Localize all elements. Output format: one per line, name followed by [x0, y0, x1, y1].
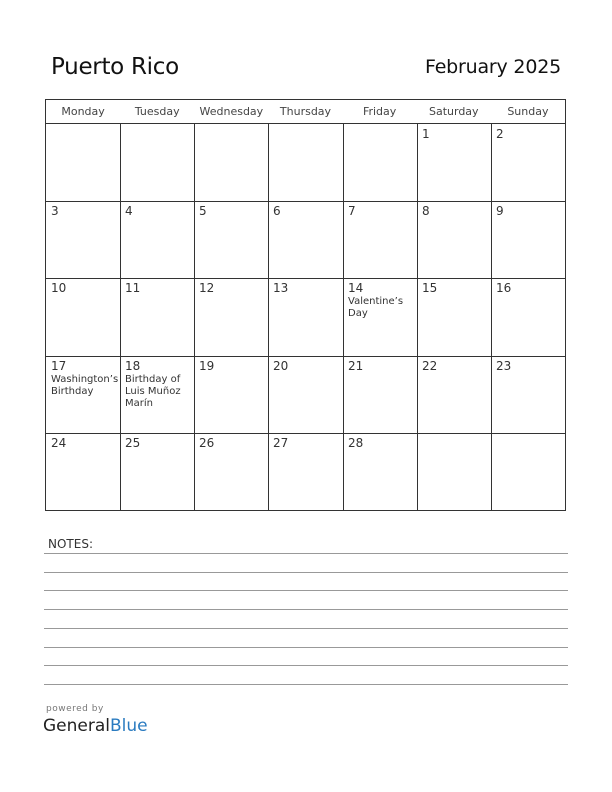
day-cell — [120, 124, 194, 201]
day-cell — [491, 433, 565, 510]
holiday-label: Washington’s Birthday — [51, 374, 119, 397]
day-cell — [343, 356, 417, 433]
day-number: 28 — [348, 436, 364, 450]
day-number: 23 — [496, 359, 512, 373]
day-number: 10 — [51, 281, 67, 295]
day-cell — [491, 201, 565, 278]
day-cell — [46, 124, 120, 201]
notes-line — [44, 609, 568, 610]
notes-line — [44, 590, 568, 591]
day-cell — [491, 124, 565, 201]
day-cell — [417, 124, 491, 201]
day-number: 15 — [422, 281, 438, 295]
day-cell — [268, 433, 342, 510]
notes-line — [44, 665, 568, 666]
day-number: 18 — [125, 359, 141, 373]
weekday-saturday: Saturday — [428, 105, 479, 118]
calendar-grid — [45, 99, 566, 511]
day-cell — [343, 278, 417, 355]
day-number: 13 — [273, 281, 289, 295]
day-number: 12 — [199, 281, 215, 295]
calendar-country-title: Puerto Rico — [51, 54, 179, 80]
day-cell — [194, 201, 268, 278]
day-number: 27 — [273, 436, 289, 450]
day-cell — [268, 356, 342, 433]
day-number: 1 — [422, 127, 430, 141]
day-cell — [417, 278, 491, 355]
day-cell — [46, 278, 120, 355]
day-cell — [417, 201, 491, 278]
holiday-label: Valentine’s Day — [348, 296, 404, 319]
day-cell — [491, 278, 565, 355]
notes-line — [44, 647, 568, 648]
day-cell — [194, 356, 268, 433]
weekday-wednesday: Wednesday — [199, 105, 264, 118]
weekday-tuesday: Tuesday — [134, 105, 180, 118]
day-cell — [343, 124, 417, 201]
day-cell — [120, 433, 194, 510]
notes-line — [44, 628, 568, 629]
day-number: 3 — [51, 204, 59, 218]
brand-general: General — [43, 716, 110, 736]
day-cell — [120, 201, 194, 278]
day-number: 22 — [422, 359, 438, 373]
day-number: 24 — [51, 436, 67, 450]
brand-blue: Blue — [110, 716, 148, 736]
notes-line — [44, 553, 568, 554]
day-number: 20 — [273, 359, 289, 373]
weekday-header-row — [46, 100, 565, 124]
day-cell — [343, 201, 417, 278]
day-cell — [491, 356, 565, 433]
day-number: 5 — [199, 204, 207, 218]
weekday-sunday: Sunday — [507, 105, 549, 118]
weekday-thursday: Thursday — [279, 105, 332, 118]
calendar-month-title: February 2025 — [425, 56, 561, 78]
day-cell — [194, 433, 268, 510]
generalblue-logo — [43, 716, 148, 736]
notes-line — [44, 572, 568, 573]
day-number: 8 — [422, 204, 430, 218]
day-cell — [268, 124, 342, 201]
day-cell — [417, 356, 491, 433]
day-cell — [417, 433, 491, 510]
notes-line — [44, 684, 568, 685]
day-number: 25 — [125, 436, 141, 450]
day-number: 17 — [51, 359, 67, 373]
day-number: 16 — [496, 281, 512, 295]
day-number: 11 — [125, 281, 141, 295]
holiday-label: Birthday of Luis Muñoz Marín — [125, 374, 181, 409]
weekday-monday: Monday — [61, 105, 105, 118]
day-cell — [46, 356, 120, 433]
day-number: 6 — [273, 204, 281, 218]
weekday-friday: Friday — [362, 105, 397, 118]
day-cell — [194, 124, 268, 201]
day-number: 14 — [348, 281, 364, 295]
day-number: 21 — [348, 359, 364, 373]
day-cell — [343, 433, 417, 510]
day-cell — [46, 201, 120, 278]
day-cell — [46, 433, 120, 510]
day-number: 26 — [199, 436, 215, 450]
day-cell — [194, 278, 268, 355]
day-cell — [120, 356, 194, 433]
powered-by-text: powered by — [46, 704, 104, 714]
day-number: 2 — [496, 127, 504, 141]
day-number: 9 — [496, 204, 504, 218]
day-cell — [268, 201, 342, 278]
day-cell — [268, 278, 342, 355]
day-number: 7 — [348, 204, 356, 218]
day-number: 4 — [125, 204, 133, 218]
notes-label: NOTES: — [48, 537, 93, 551]
day-cell — [120, 278, 194, 355]
day-number: 19 — [199, 359, 215, 373]
